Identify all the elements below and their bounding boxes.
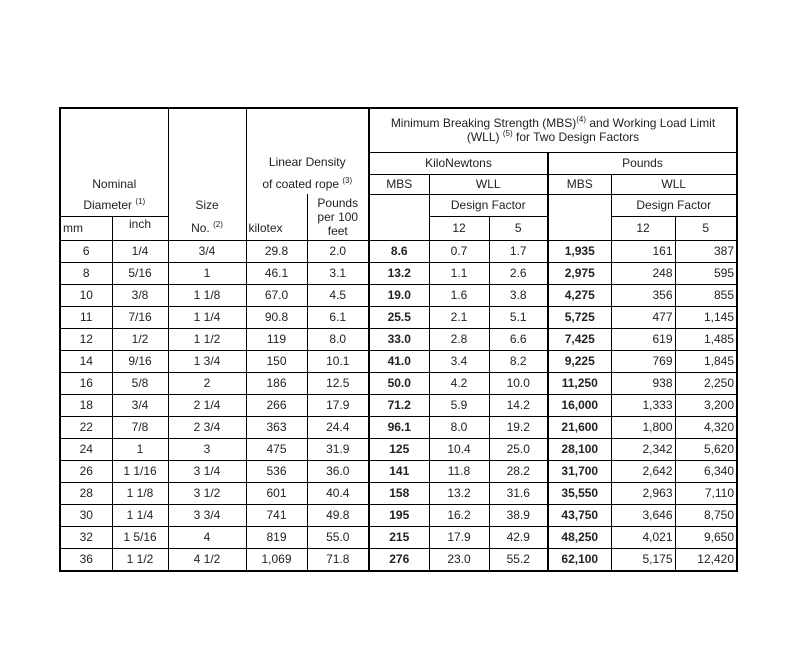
cell-kn-wll-12: 2.1 bbox=[429, 306, 489, 328]
cell-lb-wll-12: 248 bbox=[611, 262, 675, 284]
cell-kilotex: 363 bbox=[246, 416, 307, 438]
cell-kilotex: 1,069 bbox=[246, 548, 307, 571]
kilotex-header: kilotex bbox=[246, 216, 307, 240]
cell-lb-wll-12: 4,021 bbox=[611, 526, 675, 548]
cell-lb-wll-5: 3,200 bbox=[675, 394, 737, 416]
cell-pounds-per-100ft: 40.4 bbox=[307, 482, 369, 504]
cell-lb-wll-5: 1,485 bbox=[675, 328, 737, 350]
table-row bbox=[60, 394, 737, 416]
cell-mm: 32 bbox=[60, 526, 112, 548]
size-spacer-2 bbox=[168, 174, 246, 194]
density-header-top bbox=[246, 108, 369, 152]
cell-lb-wll-5: 2,250 bbox=[675, 372, 737, 394]
nominal-label: Nominal bbox=[92, 177, 137, 191]
cell-kn-wll-5: 5.1 bbox=[489, 306, 548, 328]
cell-kn-wll-12: 10.4 bbox=[429, 438, 489, 460]
cell-kilotex: 186 bbox=[246, 372, 307, 394]
lb-mbs-header: MBS bbox=[548, 174, 611, 194]
cell-size-no: 1 1/8 bbox=[168, 284, 246, 306]
cell-kn-wll-12: 5.9 bbox=[429, 394, 489, 416]
kn-df-12-header: 12 bbox=[429, 216, 489, 240]
cell-mm: 30 bbox=[60, 504, 112, 526]
pounds-header: Pounds bbox=[548, 152, 737, 174]
cell-lb-wll-12: 5,175 bbox=[611, 548, 675, 571]
cell-kn-wll-5: 3.8 bbox=[489, 284, 548, 306]
cell-pounds-per-100ft: 24.4 bbox=[307, 416, 369, 438]
cell-pounds-per-100ft: 3.1 bbox=[307, 262, 369, 284]
cell-lb-wll-5: 5,620 bbox=[675, 438, 737, 460]
cell-kn-wll-12: 11.8 bbox=[429, 460, 489, 482]
cell-lb-wll-5: 8,750 bbox=[675, 504, 737, 526]
cell-lb-wll-12: 477 bbox=[611, 306, 675, 328]
cell-inch: 5/8 bbox=[112, 372, 168, 394]
cell-kilotex: 819 bbox=[246, 526, 307, 548]
cell-kn-wll-12: 17.9 bbox=[429, 526, 489, 548]
cell-kn-wll-5: 42.9 bbox=[489, 526, 548, 548]
cell-inch: 9/16 bbox=[112, 350, 168, 372]
cell-kn-wll-12: 4.2 bbox=[429, 372, 489, 394]
kn-df-5-header: 5 bbox=[489, 216, 548, 240]
cell-kn-mbs: 19.0 bbox=[369, 284, 429, 306]
table-row bbox=[60, 350, 737, 372]
size-header-spacer bbox=[168, 152, 246, 174]
cell-kn-mbs: 50.0 bbox=[369, 372, 429, 394]
cell-mm: 10 bbox=[60, 284, 112, 306]
cell-kilotex: 119 bbox=[246, 328, 307, 350]
cell-kn-mbs: 25.5 bbox=[369, 306, 429, 328]
cell-lb-wll-5: 1,845 bbox=[675, 350, 737, 372]
cell-size-no: 4 1/2 bbox=[168, 548, 246, 571]
wll-title-sup: (5) bbox=[502, 129, 513, 139]
cell-size-no: 2 1/4 bbox=[168, 394, 246, 416]
coated-rope-sup: (3) bbox=[342, 176, 353, 185]
cell-lb-wll-12: 938 bbox=[611, 372, 675, 394]
cell-lb-mbs: 11,250 bbox=[548, 372, 611, 394]
cell-kilotex: 601 bbox=[246, 482, 307, 504]
nominal-label-cell bbox=[60, 174, 168, 194]
cell-kilotex: 266 bbox=[246, 394, 307, 416]
cell-kn-wll-12: 13.2 bbox=[429, 482, 489, 504]
cell-kn-wll-5: 6.6 bbox=[489, 328, 548, 350]
cell-kn-wll-12: 1.6 bbox=[429, 284, 489, 306]
cell-pounds-per-100ft: 8.0 bbox=[307, 328, 369, 350]
cell-inch: 1/2 bbox=[112, 328, 168, 350]
header-row-4 bbox=[60, 194, 737, 216]
cell-inch: 7/8 bbox=[112, 416, 168, 438]
cell-lb-wll-12: 1,333 bbox=[611, 394, 675, 416]
cell-mm: 26 bbox=[60, 460, 112, 482]
cell-mm: 6 bbox=[60, 240, 112, 262]
kn-mbs-header: MBS bbox=[369, 174, 429, 194]
cell-kilotex: 90.8 bbox=[246, 306, 307, 328]
cell-kn-mbs: 41.0 bbox=[369, 350, 429, 372]
cell-lb-wll-12: 2,342 bbox=[611, 438, 675, 460]
cell-lb-mbs: 5,725 bbox=[548, 306, 611, 328]
cell-lb-wll-5: 1,145 bbox=[675, 306, 737, 328]
cell-kn-mbs: 33.0 bbox=[369, 328, 429, 350]
nominal-header-top bbox=[60, 108, 168, 152]
cell-lb-wll-5: 855 bbox=[675, 284, 737, 306]
cell-pounds-per-100ft: 36.0 bbox=[307, 460, 369, 482]
cell-kn-mbs: 8.6 bbox=[369, 240, 429, 262]
mbs-title-text-b: and Working Load Limit bbox=[589, 116, 716, 131]
cell-kilotex: 46.1 bbox=[246, 262, 307, 284]
lb-wll-header: WLL bbox=[611, 174, 737, 194]
table-row bbox=[60, 262, 737, 284]
cell-lb-mbs: 9,225 bbox=[548, 350, 611, 372]
cell-lb-mbs: 62,100 bbox=[548, 548, 611, 571]
lb-design-factor-header: Design Factor bbox=[611, 194, 737, 216]
cell-size-no: 3 3/4 bbox=[168, 504, 246, 526]
nominal-header-spacer bbox=[60, 152, 168, 174]
cell-kn-wll-5: 31.6 bbox=[489, 482, 548, 504]
cell-lb-wll-5: 387 bbox=[675, 240, 737, 262]
cell-kn-mbs: 71.2 bbox=[369, 394, 429, 416]
kilonewtons-header: KiloNewtons bbox=[369, 152, 548, 174]
table-row bbox=[60, 460, 737, 482]
cell-kn-mbs: 141 bbox=[369, 460, 429, 482]
cell-inch: 1 1/8 bbox=[112, 482, 168, 504]
cell-mm: 36 bbox=[60, 548, 112, 571]
cell-kn-mbs: 276 bbox=[369, 548, 429, 571]
cell-size-no: 3/4 bbox=[168, 240, 246, 262]
cell-kn-wll-5: 55.2 bbox=[489, 548, 548, 571]
cell-kilotex: 741 bbox=[246, 504, 307, 526]
rope-spec-table bbox=[59, 107, 738, 572]
cell-mm: 8 bbox=[60, 262, 112, 284]
wll-title-text-b: for Two Design Factors bbox=[515, 130, 640, 145]
cell-size-no: 1 3/4 bbox=[168, 350, 246, 372]
linear-density-label: Linear Density bbox=[268, 155, 346, 169]
cell-kn-mbs: 125 bbox=[369, 438, 429, 460]
cell-lb-wll-5: 595 bbox=[675, 262, 737, 284]
wll-title-text: (WLL) bbox=[466, 130, 500, 145]
cell-pounds-per-100ft: 12.5 bbox=[307, 372, 369, 394]
cell-kn-wll-12: 1.1 bbox=[429, 262, 489, 284]
size-no-header bbox=[168, 216, 246, 240]
size-no-sup: (2) bbox=[213, 219, 223, 229]
cell-lb-wll-12: 2,963 bbox=[611, 482, 675, 504]
size-header-top bbox=[168, 108, 246, 152]
cell-mm: 11 bbox=[60, 306, 112, 328]
cell-kn-wll-5: 38.9 bbox=[489, 504, 548, 526]
cell-lb-mbs: 31,700 bbox=[548, 460, 611, 482]
cell-lb-mbs: 2,975 bbox=[548, 262, 611, 284]
cell-kilotex: 29.8 bbox=[246, 240, 307, 262]
cell-lb-wll-5: 7,110 bbox=[675, 482, 737, 504]
cell-kn-wll-12: 23.0 bbox=[429, 548, 489, 571]
cell-kilotex: 150 bbox=[246, 350, 307, 372]
cell-kn-mbs: 215 bbox=[369, 526, 429, 548]
table-row bbox=[60, 548, 737, 571]
cell-inch: 1 5/16 bbox=[112, 526, 168, 548]
cell-kn-wll-5: 28.2 bbox=[489, 460, 548, 482]
cell-kn-wll-5: 19.2 bbox=[489, 416, 548, 438]
cell-mm: 22 bbox=[60, 416, 112, 438]
cell-mm: 24 bbox=[60, 438, 112, 460]
table-row bbox=[60, 372, 737, 394]
cell-size-no: 3 1/2 bbox=[168, 482, 246, 504]
cell-pounds-per-100ft: 17.9 bbox=[307, 394, 369, 416]
cell-lb-wll-5: 12,420 bbox=[675, 548, 737, 571]
cell-mm: 16 bbox=[60, 372, 112, 394]
cell-lb-wll-5: 4,320 bbox=[675, 416, 737, 438]
cell-inch: 1 1/16 bbox=[112, 460, 168, 482]
cell-inch: 1 1/4 bbox=[112, 504, 168, 526]
size-no-label: No. bbox=[191, 220, 210, 235]
cell-pounds-per-100ft: 49.8 bbox=[307, 504, 369, 526]
table-row bbox=[60, 328, 737, 350]
cell-pounds-per-100ft: 2.0 bbox=[307, 240, 369, 262]
rope-spec-table-container bbox=[59, 107, 736, 572]
kn-mbs-spacer bbox=[369, 194, 429, 240]
inch-header: inch bbox=[112, 216, 168, 240]
cell-size-no: 1 1/2 bbox=[168, 328, 246, 350]
cell-lb-mbs: 4,275 bbox=[548, 284, 611, 306]
cell-mm: 18 bbox=[60, 394, 112, 416]
cell-inch: 3/4 bbox=[112, 394, 168, 416]
header-row-2 bbox=[60, 152, 737, 174]
cell-kn-wll-12: 0.7 bbox=[429, 240, 489, 262]
cell-inch: 5/16 bbox=[112, 262, 168, 284]
cell-lb-wll-12: 1,800 bbox=[611, 416, 675, 438]
cell-lb-wll-12: 619 bbox=[611, 328, 675, 350]
diameter-label: Diameter bbox=[83, 197, 133, 212]
cell-lb-mbs: 43,750 bbox=[548, 504, 611, 526]
cell-lb-wll-12: 2,642 bbox=[611, 460, 675, 482]
cell-kn-wll-12: 2.8 bbox=[429, 328, 489, 350]
cell-lb-mbs: 48,250 bbox=[548, 526, 611, 548]
cell-mm: 12 bbox=[60, 328, 112, 350]
coated-rope-label: of coated rope bbox=[262, 177, 340, 191]
lb-mbs-spacer bbox=[548, 194, 611, 240]
mm-header: mm bbox=[60, 216, 112, 240]
cell-kn-wll-5: 10.0 bbox=[489, 372, 548, 394]
cell-inch: 1 bbox=[112, 438, 168, 460]
table-row bbox=[60, 284, 737, 306]
kilotex-spacer bbox=[246, 194, 307, 216]
mbs-wll-title bbox=[369, 108, 737, 152]
cell-lb-wll-12: 161 bbox=[611, 240, 675, 262]
cell-lb-wll-5: 9,650 bbox=[675, 526, 737, 548]
cell-lb-mbs: 21,600 bbox=[548, 416, 611, 438]
cell-lb-mbs: 28,100 bbox=[548, 438, 611, 460]
cell-inch: 7/16 bbox=[112, 306, 168, 328]
cell-kn-mbs: 158 bbox=[369, 482, 429, 504]
mbs-title-sup: (4) bbox=[576, 115, 586, 125]
lb-df-12-header: 12 bbox=[611, 216, 675, 240]
cell-lb-wll-5: 6,340 bbox=[675, 460, 737, 482]
lb-df-5-header: 5 bbox=[675, 216, 737, 240]
cell-pounds-per-100ft: 6.1 bbox=[307, 306, 369, 328]
cell-inch: 1 1/2 bbox=[112, 548, 168, 571]
cell-kn-wll-12: 8.0 bbox=[429, 416, 489, 438]
cell-inch: 1/4 bbox=[112, 240, 168, 262]
pounds-per-100-feet-header: Pounds per 100 feet bbox=[307, 194, 369, 240]
cell-kilotex: 536 bbox=[246, 460, 307, 482]
cell-lb-wll-12: 3,646 bbox=[611, 504, 675, 526]
cell-kn-wll-5: 2.6 bbox=[489, 262, 548, 284]
table-body bbox=[60, 240, 737, 571]
cell-size-no: 2 3/4 bbox=[168, 416, 246, 438]
table-row bbox=[60, 482, 737, 504]
cell-lb-wll-12: 769 bbox=[611, 350, 675, 372]
diameter-sup: (1) bbox=[135, 196, 146, 206]
cell-pounds-per-100ft: 55.0 bbox=[307, 526, 369, 548]
mbs-title-text: Minimum Breaking Strength (MBS) bbox=[390, 116, 577, 131]
cell-lb-mbs: 35,550 bbox=[548, 482, 611, 504]
cell-size-no: 2 bbox=[168, 372, 246, 394]
cell-kn-wll-5: 14.2 bbox=[489, 394, 548, 416]
cell-mm: 14 bbox=[60, 350, 112, 372]
cell-size-no: 3 1/4 bbox=[168, 460, 246, 482]
cell-pounds-per-100ft: 4.5 bbox=[307, 284, 369, 306]
cell-pounds-per-100ft: 71.8 bbox=[307, 548, 369, 571]
cell-pounds-per-100ft: 10.1 bbox=[307, 350, 369, 372]
cell-size-no: 4 bbox=[168, 526, 246, 548]
cell-kn-mbs: 195 bbox=[369, 504, 429, 526]
diameter-label-cell bbox=[60, 194, 168, 216]
cell-kn-mbs: 96.1 bbox=[369, 416, 429, 438]
kn-wll-header: WLL bbox=[429, 174, 548, 194]
cell-size-no: 1 bbox=[168, 262, 246, 284]
cell-kilotex: 67.0 bbox=[246, 284, 307, 306]
table-row bbox=[60, 416, 737, 438]
cell-kn-wll-12: 3.4 bbox=[429, 350, 489, 372]
table-row bbox=[60, 240, 737, 262]
size-label-cell: Size bbox=[168, 194, 246, 216]
cell-pounds-per-100ft: 31.9 bbox=[307, 438, 369, 460]
table-row bbox=[60, 306, 737, 328]
linear-density-header bbox=[246, 152, 369, 194]
header-row-3 bbox=[60, 174, 737, 194]
cell-kn-mbs: 13.2 bbox=[369, 262, 429, 284]
cell-inch: 3/8 bbox=[112, 284, 168, 306]
cell-kn-wll-12: 16.2 bbox=[429, 504, 489, 526]
table-row bbox=[60, 504, 737, 526]
cell-mm: 28 bbox=[60, 482, 112, 504]
cell-lb-wll-12: 356 bbox=[611, 284, 675, 306]
cell-size-no: 1 1/4 bbox=[168, 306, 246, 328]
cell-kn-wll-5: 1.7 bbox=[489, 240, 548, 262]
cell-lb-mbs: 7,425 bbox=[548, 328, 611, 350]
table-row bbox=[60, 526, 737, 548]
header-row-1 bbox=[60, 108, 737, 152]
cell-lb-mbs: 1,935 bbox=[548, 240, 611, 262]
table-row bbox=[60, 438, 737, 460]
cell-size-no: 3 bbox=[168, 438, 246, 460]
kn-design-factor-header: Design Factor bbox=[429, 194, 548, 216]
cell-kn-wll-5: 25.0 bbox=[489, 438, 548, 460]
cell-lb-mbs: 16,000 bbox=[548, 394, 611, 416]
cell-kn-wll-5: 8.2 bbox=[489, 350, 548, 372]
cell-kilotex: 475 bbox=[246, 438, 307, 460]
